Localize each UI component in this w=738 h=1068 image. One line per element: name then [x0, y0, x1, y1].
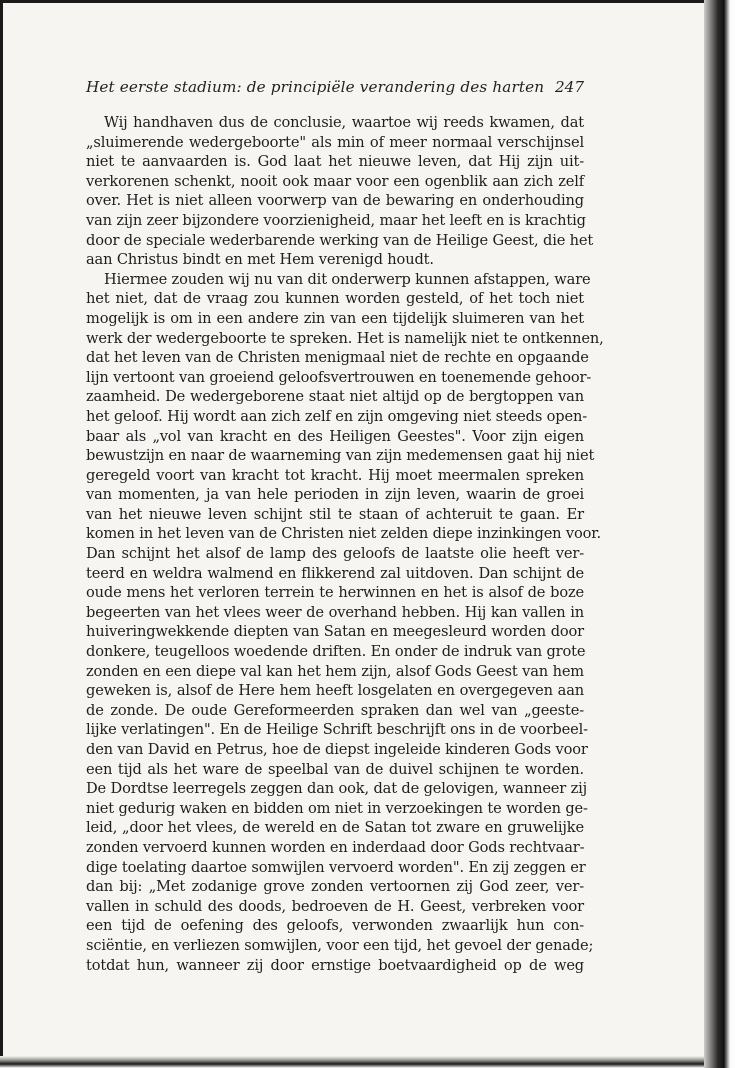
text-line: de zonde. De oude Gereformeerden spraken dan wel van „geeste-	[86, 701, 584, 719]
text-line: baar als „vol van kracht en des Heiligen Geestes". Voor zijn eigen	[86, 427, 584, 445]
scan-edge-top	[0, 0, 738, 3]
text-line: sciëntie, en verliezen somwijlen, voor een tijd, het gevoel der genade;	[86, 936, 594, 954]
text-line: oude mens het verloren terrein te herwinnen en het is alsof de boze	[86, 584, 584, 602]
text-line: lijke verlatingen". En de Heilige Schrift beschrijft ons in de voorbeel-	[86, 721, 588, 739]
text-line: geweken is, alsof de Here hem heeft losgelaten en overgegeven aan	[86, 682, 584, 700]
text-line: dige toelating daartoe somwijlen vervoerd worden". En zij zeggen er	[86, 858, 586, 876]
scan-edge-right	[704, 0, 738, 1068]
text-line: van het nieuwe leven schijnt stil te staan of achteruit te gaan. Er	[86, 505, 584, 523]
scan-edge-left	[0, 0, 3, 1068]
text-line: van zijn zeer bijzondere voorzienigheid, maar het leeft en is krachtig	[86, 211, 586, 229]
scan-edge-bottom	[0, 1056, 704, 1068]
text-line: vallen in schuld des doods, bedroeven de H. Geest, verbreken voor	[86, 897, 584, 915]
text-line: het niet, dat de vraag zou kunnen worden gesteld, of het toch niet	[86, 290, 584, 308]
text-line: het geloof. Hij wordt aan zich zelf en zijn omgeving niet steeds open-	[86, 407, 588, 425]
paragraph	[86, 270, 604, 975]
page-number: 247	[555, 78, 584, 96]
text-line: leid, „door het vlees, de wereld en de Satan tot zware en gruwelijke	[86, 819, 584, 837]
paragraph	[86, 113, 594, 270]
text-line: geregeld voort van kracht tot kracht. Hij moet meermalen spreken	[86, 466, 584, 484]
text-line: Wij handhaven dus de conclusie, waartoe wij reeds kwamen, dat	[104, 114, 584, 131]
text-line: totdat hun, wanneer zij door ernstige boetvaardigheid op de weg	[86, 956, 584, 974]
text-line: aan Christus bindt en met Hem verenigd houdt.	[86, 251, 434, 269]
text-line: over. Het is niet alleen voorwerp van de bewaring en onderhouding	[86, 192, 584, 210]
text-line: den van David en Petrus, hoe de diepst ingeleide kinderen Gods voor	[86, 741, 588, 758]
text-line: zonden en een diepe val kan het hem zijn, alsof Gods Geest van hem	[86, 662, 584, 680]
text-line: huiveringwekkende diepten van Satan en meegesleurd worden door	[86, 623, 584, 641]
text-line: Dan schijnt het alsof de lamp des geloofs de laatste olie heeft ver-	[86, 545, 584, 563]
running-title: Het eerste stadium: de principiële verandering des harten	[86, 78, 545, 96]
text-line: zonden vervoerd kunnen worden en inderdaad door Gods rechtvaar-	[86, 838, 585, 856]
text-line: van momenten, ja van hele perioden in zijn leven, waarin de groei	[86, 486, 584, 504]
text-line: werk der wedergeboorte te spreken. Het is namelijk niet te ontkennen,	[86, 329, 604, 347]
text-line: Hiermee zouden wij nu van dit onderwerp kunnen afstappen, ware	[104, 270, 591, 288]
text-line: lijn vertoont van groeiend geloofsvertrouwen en toenemende gehoor-	[86, 368, 592, 386]
running-header	[86, 78, 584, 100]
text-line: dat het leven van de Christen menigmaal niet de rechte en opgaande	[86, 349, 589, 367]
text-line: een tijd als het ware de speelbal van de duivel schijnen te worden.	[86, 760, 584, 778]
text-line: dan bij: „Met zodanige grove zonden vertoornen zij God zeer, ver-	[86, 878, 584, 896]
text-line: een tijd de oefening des geloofs, verwonden zwaarlijk hun con-	[86, 917, 584, 935]
text-line: bewustzijn en naar de waarneming van zijn medemensen gaat hij niet	[86, 447, 595, 465]
text-line: mogelijk is om in een andere zin van een tijdelijk sluimeren van het	[86, 309, 584, 327]
text-line: niet te aanvaarden is. God laat het nieuwe leven, dat Hij zijn uit-	[86, 153, 584, 171]
text-line: teerd en weldra walmend en flikkerend zal uitdoven. Dan schijnt de	[86, 564, 584, 582]
text-line: verkorenen schenkt, nooit ook maar voor een ogenblik aan zich zelf	[86, 172, 584, 190]
text-line: begeerten van het vlees weer de overhand hebben. Hij kan vallen in	[86, 603, 584, 621]
text-line: niet gedurig waken en bidden om niet in verzoekingen te worden ge-	[86, 799, 588, 817]
text-line: donkere, teugelloos woedende driften. En onder de indruk van grote	[86, 643, 586, 661]
text-line: komen in het leven van de Christen niet zelden diepe inzinkingen voor.	[86, 525, 602, 543]
text-line: „sluimerende wedergeboorte" als min of meer normaal verschijnsel	[86, 133, 584, 151]
body-text	[86, 113, 604, 975]
text-line: De Dordtse leerregels zeggen dan ook, dat de gelovigen, wanneer zij	[86, 780, 588, 798]
text-line: door de speciale wederbarende werking van de Heilige Geest, die het	[86, 231, 594, 249]
text-line: zaamheid. De wedergeborene staat niet altijd op de bergtoppen van	[86, 388, 584, 406]
